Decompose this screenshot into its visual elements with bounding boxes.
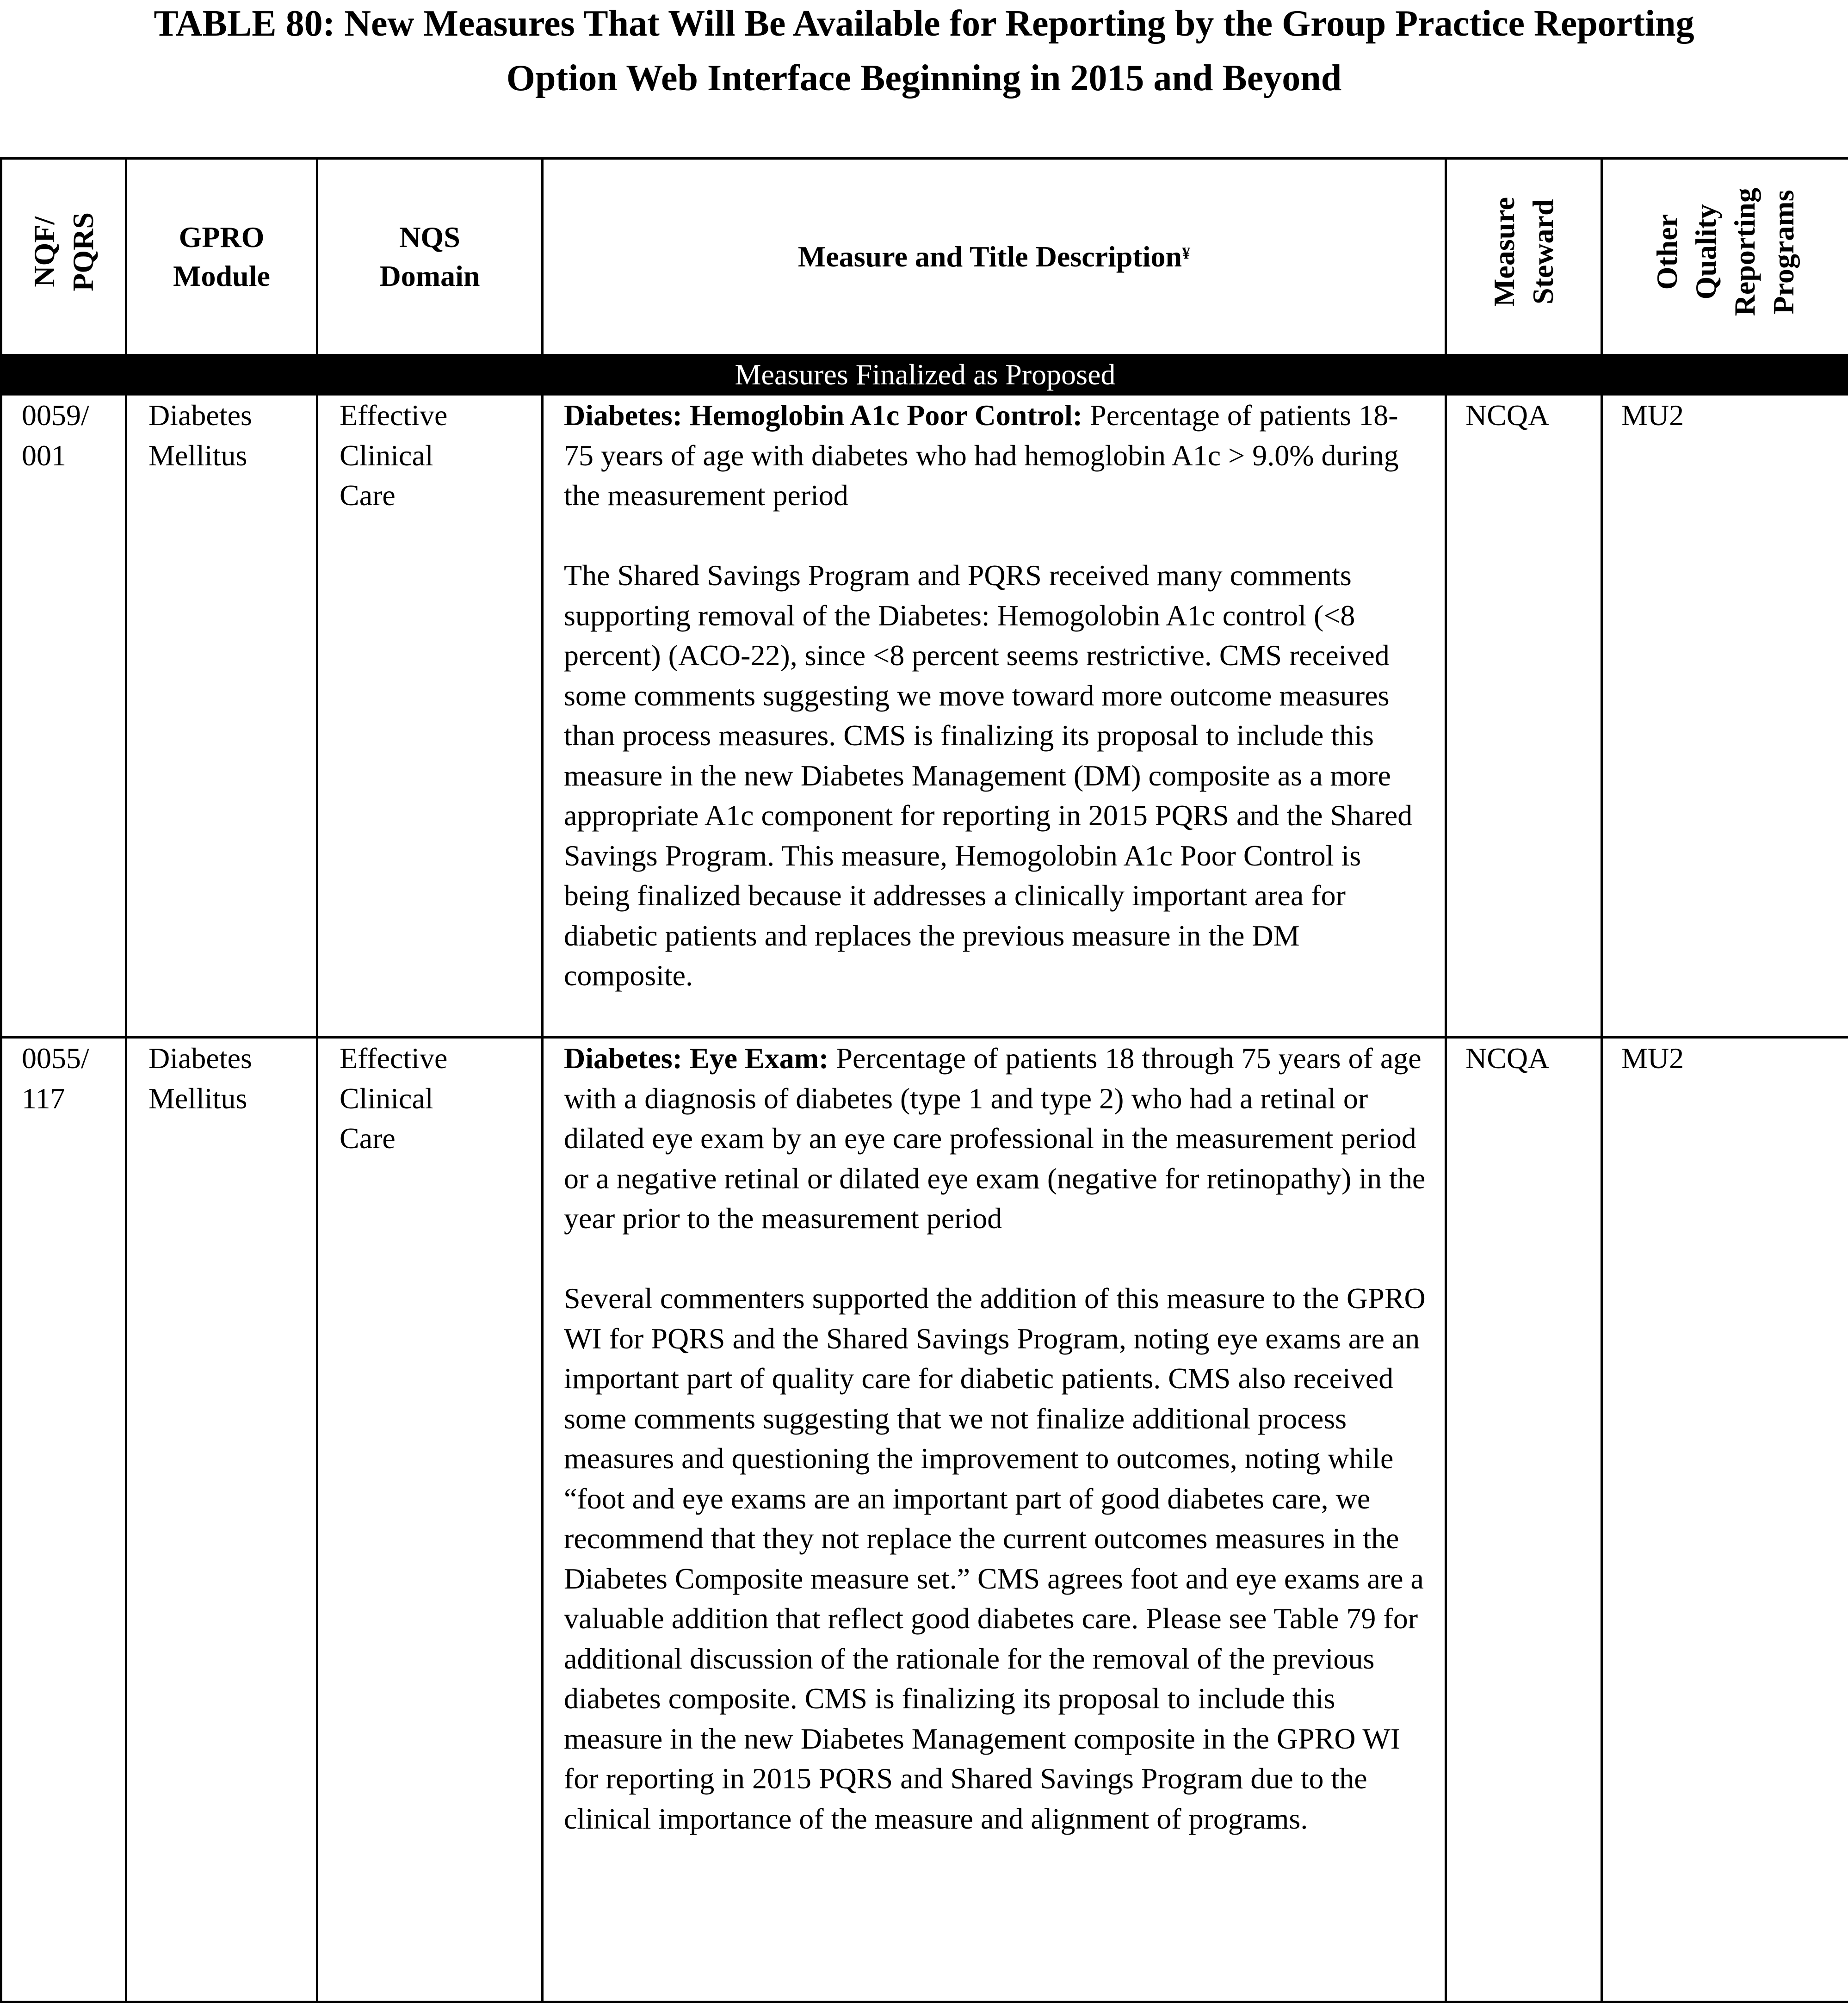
nqf-id: 0055/ [22,1039,121,1079]
header-measure-description [543,159,1446,355]
measure-definition [564,396,1426,516]
measure-title: Diabetes: Eye Exam: [564,1042,828,1075]
header-measure-desc-label: Measure and Title Description [798,240,1182,273]
table-row [1,395,1848,1038]
cell-gpro-module [126,1038,317,2002]
header-module-label: Module [127,257,316,296]
measures-table [0,157,1848,2003]
domain-line: Effective [340,1039,532,1079]
domain-line: Care [340,1119,532,1159]
domain-line: Clinical [340,436,532,476]
cell-measure-description [543,1038,1446,2002]
domain-line: Care [340,476,532,516]
domain-line: Effective [340,396,532,436]
pqrs-id: 117 [22,1079,121,1119]
footnote-marker: ¥ [1182,244,1190,262]
cell-other-programs: MU2 [1602,1038,1848,2002]
measure-definition [564,1039,1426,1239]
section-band [1,355,1848,395]
table-title [0,0,1848,105]
cell-measure-steward: NCQA [1446,395,1602,1038]
header-pqrs-label: PQRS [64,212,103,291]
domain-line: Clinical [340,1079,532,1119]
measure-definition-text: Percentage of patients 18 through 75 years of age with a diagnosis of diabetes (type 1 and type 2) who had a retinal or dilated eye exam by an eye care professional in the measurement period or a negative retinal or dilated eye exam (negative for retinopathy) in the year prior to the measurement period [564,1042,1425,1235]
measure-discussion: Several commenters supported the addition of this measure to the GPRO WI for PQRS and the Shared Savings Program, noting eye exams are an important part of quality care for diabetic patients. CMS also received some comments suggesting that we not finalize additional process measures and questioning the improvement to outcomes, noting while “foot and eye exams are an important part of good diabetes care, we recommend that they not replace the current outcomes measures in the Diabetes Composite measure set.” CMS agrees foot and eye exams are a valuable addition that reflect good diabetes care. Please see Table 79 for additional discussion of the rationale for the removal of the previous diabetes composite. CMS is finalizing its proposal to include this measure in the new Diabetes Management composite in the GPRO WI for reporting in 2015 PQRS and Shared Savings Program due to the clinical importance of the measure and alignment of programs. [564,1279,1426,1839]
cell-other-programs: MU2 [1602,395,1848,1038]
header-quality-label: Quality [1687,188,1725,316]
measure-title: Diabetes: Hemoglobin A1c Poor Control: [564,399,1082,432]
table-row [1,1038,1848,2002]
module-line: Mellitus [148,436,307,476]
header-gpro-module [126,159,317,355]
header-row [1,159,1848,355]
cell-nqf-pqrs [1,395,126,1038]
header-nqf-label: NQF/ [25,212,64,291]
cell-measure-description [543,395,1446,1038]
nqf-id: 0059/ [22,396,121,436]
module-line: Diabetes [148,1039,307,1079]
cell-nqs-domain [317,395,543,1038]
cell-nqs-domain [317,1038,543,2002]
measure-definition-text: Percentage of patients 18-75 years of age with diabetes who had hemoglobin A1c > 9.0% during the measurement period [564,399,1399,512]
header-programs-label: Programs [1764,188,1803,316]
table-title-line-2: Option Web Interface Beginning in 2015 and Beyond [0,51,1848,105]
header-steward-label: Steward [1524,197,1563,307]
header-measure-label: Measure [1485,197,1524,307]
header-measure-steward [1446,159,1602,355]
header-nqf-pqrs [1,159,126,355]
cell-measure-steward: NCQA [1446,1038,1602,2002]
header-nqs-label: NQS [318,218,541,257]
cell-nqf-pqrs [1,1038,126,2002]
header-reporting-label: Reporting [1725,188,1764,316]
measure-discussion: The Shared Savings Program and PQRS received many comments supporting removal of the Diabetes: Hemogolobin A1c control (<8 percent) (ACO-22), since <8 percent seems restrictive. CMS received some comments suggesting we move toward more outcome measures than process measures. CMS is finalizing its proposal to include this measure in the new Diabetes Management (DM) composite as a more appropriate A1c component for reporting in 2015 PQRS and the Shared Savings Program. This measure, Hemogolobin A1c Poor Control is being finalized because it addresses a clinically important area for diabetic patients and replaces the previous measure in the DM composite. [564,556,1426,996]
section-label: Measures Finalized as Proposed [1,355,1848,395]
header-domain-label: Domain [318,257,541,296]
module-line: Mellitus [148,1079,307,1119]
header-other-label: Other [1648,188,1687,316]
pqrs-id: 001 [22,436,121,476]
header-gpro-label: GPRO [127,218,316,257]
cell-gpro-module [126,395,317,1038]
table-title-line-1: TABLE 80: New Measures That Will Be Available for Reporting by the Group Practice Reporting [0,0,1848,51]
module-line: Diabetes [148,396,307,436]
header-other-programs [1602,159,1848,355]
header-nqs-domain [317,159,543,355]
